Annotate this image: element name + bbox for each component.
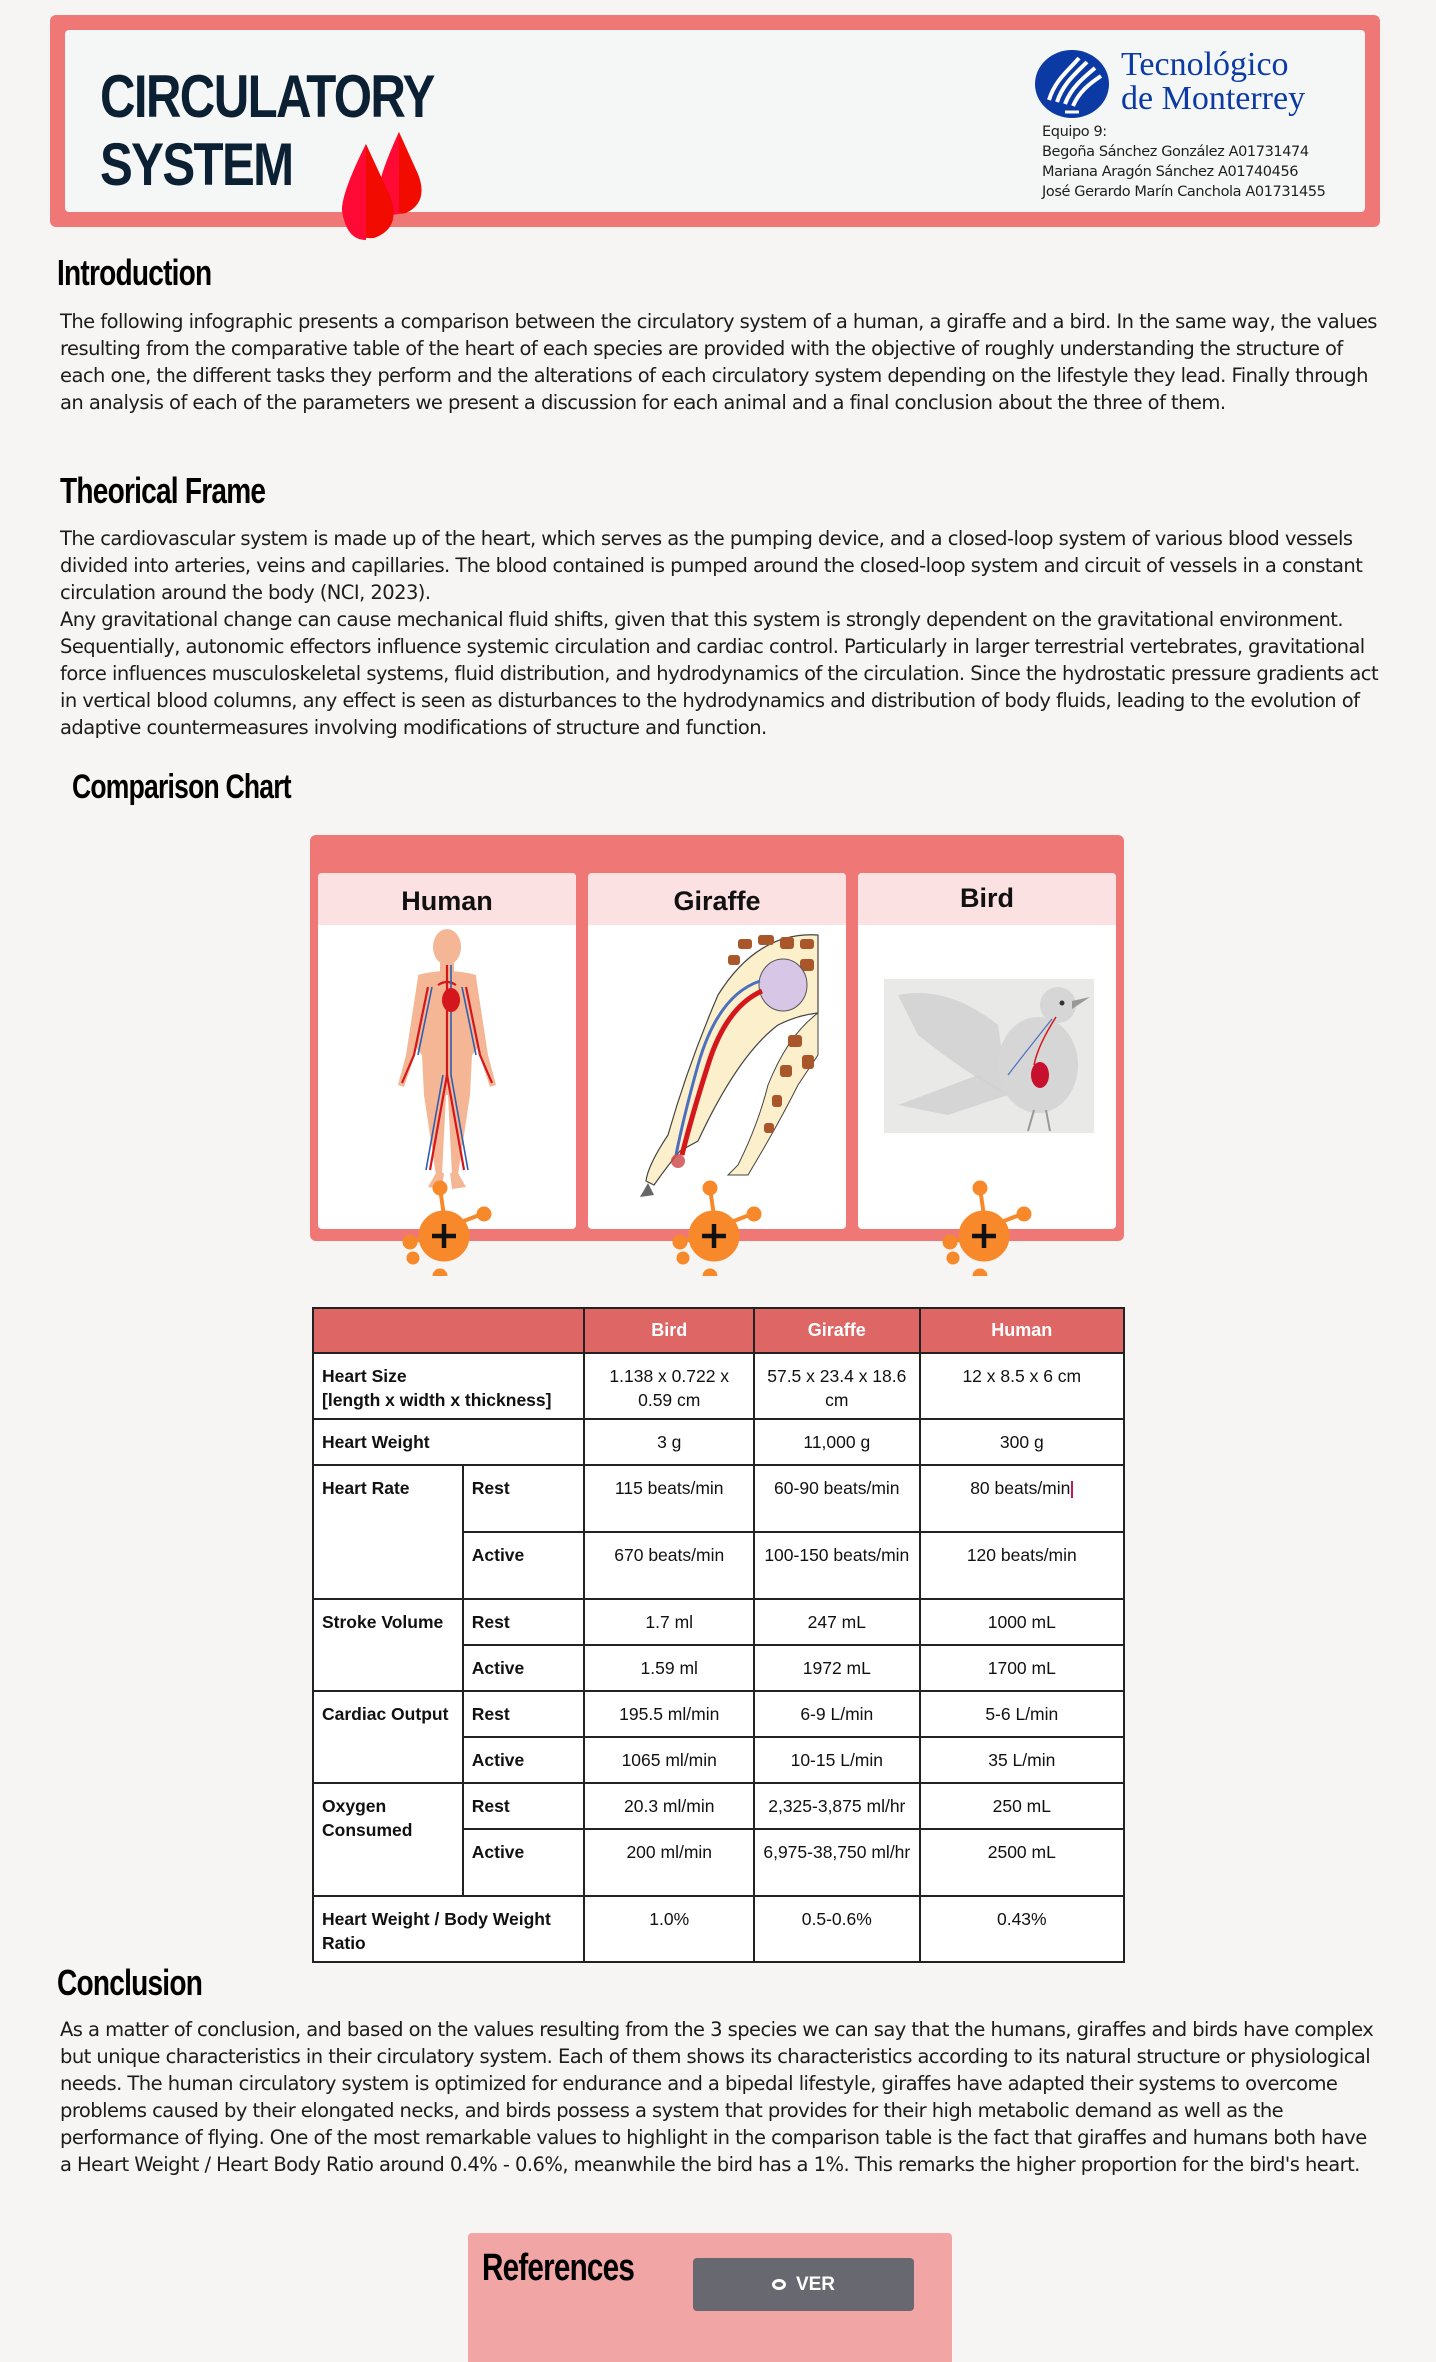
card-bird-title: Bird (858, 873, 1116, 925)
introduction-paragraph: The following infographic presents a comparison between the circulatory system of a human, a giraffe and a bird. In the same way, the values resulting from the comparative table of the heart of each species are provided with the objective of roughly understanding the structure of each one, the different tasks they perform and the alterations of each circulatory system depending on the lifestyle they lead. Finally through an analysis of each of the parameters we present a discussion for each animal and a final conclusion about the three of them. (60, 310, 1377, 414)
table-header-empty (313, 1308, 584, 1353)
cell-bird: 670 beats/min (584, 1532, 754, 1599)
table-header-bird: Bird (584, 1308, 754, 1353)
sublabel-rest: Rest (463, 1783, 585, 1829)
cell-giraffe: 57.5 x 23.4 x 18.6 cm (754, 1353, 920, 1419)
cell-giraffe: 60-90 beats/min (754, 1465, 920, 1532)
cell-giraffe: 10-15 L/min (754, 1737, 920, 1783)
row-label-oxygen-consumed: Oxygen Consumed (313, 1783, 463, 1896)
row-label-heart-weight: Heart Weight (313, 1419, 584, 1465)
expand-human-button[interactable] (398, 1180, 494, 1276)
conclusion-text (60, 2016, 1380, 2178)
cell-human: 0.43% (920, 1896, 1124, 1962)
sublabel-text: [length x width x thickness] (322, 1390, 552, 1410)
team-member: Mariana Aragón Sánchez A01740456 (1042, 164, 1299, 180)
cell-bird: 1065 ml/min (584, 1737, 754, 1783)
row-label-ratio: Heart Weight / Body Weight Ratio (313, 1896, 584, 1962)
cell-human-text: 80 beats/min (970, 1478, 1071, 1498)
cell-human: 300 g (920, 1419, 1124, 1465)
table-row (313, 1783, 1124, 1829)
cell-bird: 1.0% (584, 1896, 754, 1962)
title-line-2: SYSTEM (100, 131, 293, 198)
table-header-giraffe: Giraffe (754, 1308, 920, 1353)
view-references-button[interactable] (693, 2258, 914, 2311)
table-row (313, 1691, 1124, 1737)
theorical-frame-paragraph-1: The cardiovascular system is made up of the heart, which serves as the pumping device, and a closed-loop system of various blood vessels divided into arteries, veins and capillaries. The blood contained is pumped around the closed-loop system and circuit of vessels in a constant circulation around the body (NCI, 2023). (60, 527, 1363, 604)
comparison-chart-heading: Comparison Chart (72, 768, 291, 806)
table-row (313, 1419, 1124, 1465)
expand-bird-button[interactable] (938, 1180, 1034, 1276)
sublabel-rest: Rest (463, 1599, 585, 1645)
comparison-table (312, 1307, 1125, 1963)
cell-giraffe: 0.5-0.6% (754, 1896, 920, 1962)
cell-giraffe: 2,325-3,875 ml/hr (754, 1783, 920, 1829)
cell-human: 5-6 L/min (920, 1691, 1124, 1737)
cell-human: 2500 mL (920, 1829, 1124, 1896)
cell-giraffe: 1972 mL (754, 1645, 920, 1691)
header-panel (65, 30, 1365, 212)
card-giraffe-title: Giraffe (588, 873, 846, 925)
cell-giraffe: 6-9 L/min (754, 1691, 920, 1737)
sublabel-active: Active (463, 1829, 585, 1896)
table-row (313, 1353, 1124, 1419)
torch-flame-icon (1035, 50, 1109, 118)
label-text: Heart Size (322, 1366, 407, 1386)
row-label-heart-size (313, 1353, 584, 1419)
eye-icon (772, 2279, 786, 2290)
card-giraffe (588, 873, 846, 1229)
team-label: Equipo 9: (1042, 124, 1107, 140)
cell-bird: 1.59 ml (584, 1645, 754, 1691)
conclusion-paragraph: As a matter of conclusion, and based on the values resulting from the 3 species we can say that the humans, giraffes and birds have complex but unique characteristics in their circulatory system. Each of them shows its characteristics according to its natural structure or physiological needs. The human circulatory system is optimized for endurance and a bipedal lifestyle, giraffes have adapted their systems to overcome problems caused by their elongated necks, and birds possess a system that provides for their high metabolic demand as well as the performance of flying. One of the most remarkable values to highlight in the comparison table is the fact that giraffes and humans both have a Heart Weight / Heart Body Ratio around 0.4% - 0.6%, meanwhile the bird has a 1%. This remarks the higher proportion for the bird's heart. (60, 2018, 1374, 2176)
theorical-frame-paragraph-2: Any gravitational change can cause mechanical fluid shifts, given that this system is strongly dependent on the gravitational environment. Sequentially, autonomic effectors influence systemic circulation and cardiac control. Particularly in larger terrestrial vertebrates, gravitational force influences musculoskeletal systems, fluid distribution, and hydrodynamics of the circulation. Since the hydrostatic pressure gradients act in vertical blood columns, any effect is seen as disturbances to the hydrodynamics and distribution of body fluids, leading to the evolution of adaptive countermeasures involving modifications of structure and function. (60, 608, 1379, 739)
table-header-human: Human (920, 1308, 1124, 1353)
cell-giraffe: 100-150 beats/min (754, 1532, 920, 1599)
cell-giraffe: 6,975-38,750 ml/hr (754, 1829, 920, 1896)
sublabel-active: Active (463, 1737, 585, 1783)
text-cursor (1071, 1481, 1073, 1498)
cell-human: 35 L/min (920, 1737, 1124, 1783)
cell-human: 120 beats/min (920, 1532, 1124, 1599)
logo-text-line-2: de Monterrey (1121, 80, 1306, 117)
references-heading: References (482, 2247, 635, 2289)
team-member: José Gerardo Marín Canchola A01731455 (1042, 184, 1326, 200)
theorical-frame-text (60, 525, 1380, 741)
blood-drops-icon (326, 130, 446, 250)
cell-giraffe: 247 mL (754, 1599, 920, 1645)
cell-bird: 195.5 ml/min (584, 1691, 754, 1737)
header-banner (50, 15, 1380, 227)
sublabel-rest: Rest (463, 1465, 585, 1532)
cell-human: 1700 mL (920, 1645, 1124, 1691)
cell-human: 1000 mL (920, 1599, 1124, 1645)
cell-bird: 20.3 ml/min (584, 1783, 754, 1829)
sublabel-active: Active (463, 1645, 585, 1691)
table-row (313, 1599, 1124, 1645)
tec-monterrey-logo (1035, 48, 1345, 123)
cell-bird: 1.138 x 0.722 x 0.59 cm (584, 1353, 754, 1419)
row-label-cardiac-output: Cardiac Output (313, 1691, 463, 1783)
view-button-label: VER (795, 2273, 836, 2295)
sublabel-rest: Rest (463, 1691, 585, 1737)
references-box (468, 2233, 952, 2362)
theorical-frame-heading: Theorical Frame (60, 470, 266, 511)
row-label-stroke-volume: Stroke Volume (313, 1599, 463, 1691)
cell-bird: 1.7 ml (584, 1599, 754, 1645)
team-info (1042, 122, 1326, 202)
introduction-text (60, 308, 1380, 416)
table-header-row (313, 1308, 1124, 1353)
cell-human (920, 1465, 1124, 1532)
introduction-heading: Introduction (57, 252, 212, 293)
cell-bird: 115 beats/min (584, 1465, 754, 1532)
conclusion-heading: Conclusion (57, 1962, 203, 2003)
team-member: Begoña Sánchez González A01731474 (1042, 144, 1309, 160)
row-label-heart-rate: Heart Rate (313, 1465, 463, 1599)
title-line-1: CIRCULATORY (100, 63, 434, 130)
card-bird (858, 873, 1116, 1229)
cell-human: 250 mL (920, 1783, 1124, 1829)
card-human (318, 873, 576, 1229)
table-row (313, 1896, 1124, 1962)
card-human-title: Human (318, 873, 576, 925)
cell-human: 12 x 8.5 x 6 cm (920, 1353, 1124, 1419)
expand-giraffe-button[interactable] (668, 1180, 764, 1276)
cell-bird: 3 g (584, 1419, 754, 1465)
sublabel-active: Active (463, 1532, 585, 1599)
cell-bird: 200 ml/min (584, 1829, 754, 1896)
cell-giraffe: 11,000 g (754, 1419, 920, 1465)
logo-text-line-1: Tecnológico (1121, 46, 1289, 83)
table-row (313, 1465, 1124, 1532)
